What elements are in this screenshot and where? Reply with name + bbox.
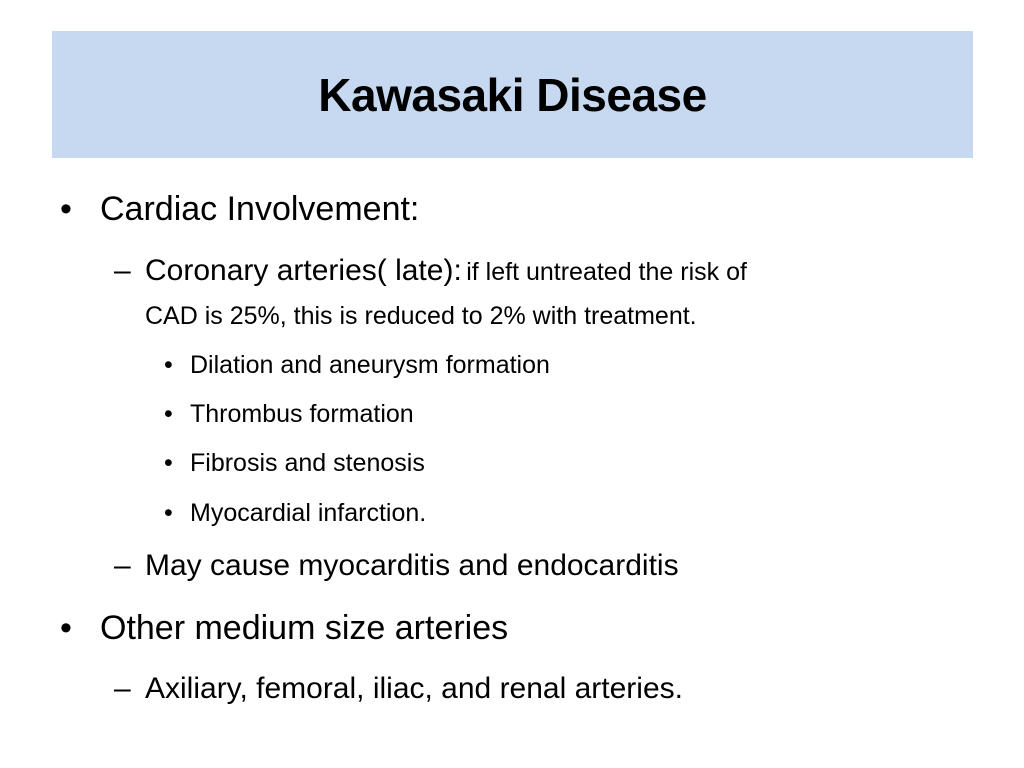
- coronary-detail-text: if left untreated the risk of: [466, 258, 747, 286]
- bullet-marker: •: [60, 609, 72, 647]
- sub-bullet-axiliary-arteries: Axiliary, femoral, iliac, and renal arteries.: [145, 672, 683, 705]
- sub-bullet-myocarditis: May cause myocarditis and endocarditis: [145, 549, 679, 582]
- coronary-detail-continuation: CAD is 25%, this is reduced to 2% with treatment.: [145, 302, 697, 330]
- bullet-marker: •: [164, 351, 173, 379]
- bullet-marker: •: [164, 400, 173, 428]
- slide-title: Kawasaki Disease: [318, 68, 707, 121]
- sub-sub-bullet-dilation: Dilation and aneurysm formation: [190, 351, 550, 379]
- sub-sub-bullet-fibrosis: Fibrosis and stenosis: [190, 449, 425, 477]
- bullet-marker: •: [60, 190, 72, 228]
- coronary-lead-text: Coronary arteries( late):: [145, 254, 462, 287]
- dash-marker: –: [114, 254, 131, 287]
- sub-sub-bullet-myocardial-infarction: Myocardial infarction.: [190, 499, 427, 527]
- sub-sub-bullet-thrombus: Thrombus formation: [190, 400, 414, 428]
- bullet-marker: •: [164, 499, 173, 527]
- dash-marker: –: [114, 549, 131, 582]
- bullet-cardiac-involvement: Cardiac Involvement:: [100, 190, 420, 228]
- sub-bullet-coronary-arteries: [145, 254, 747, 288]
- dash-marker: –: [114, 672, 131, 705]
- bullet-other-medium-arteries: Other medium size arteries: [100, 609, 509, 647]
- title-band: [52, 31, 973, 158]
- bullet-marker: •: [164, 449, 173, 477]
